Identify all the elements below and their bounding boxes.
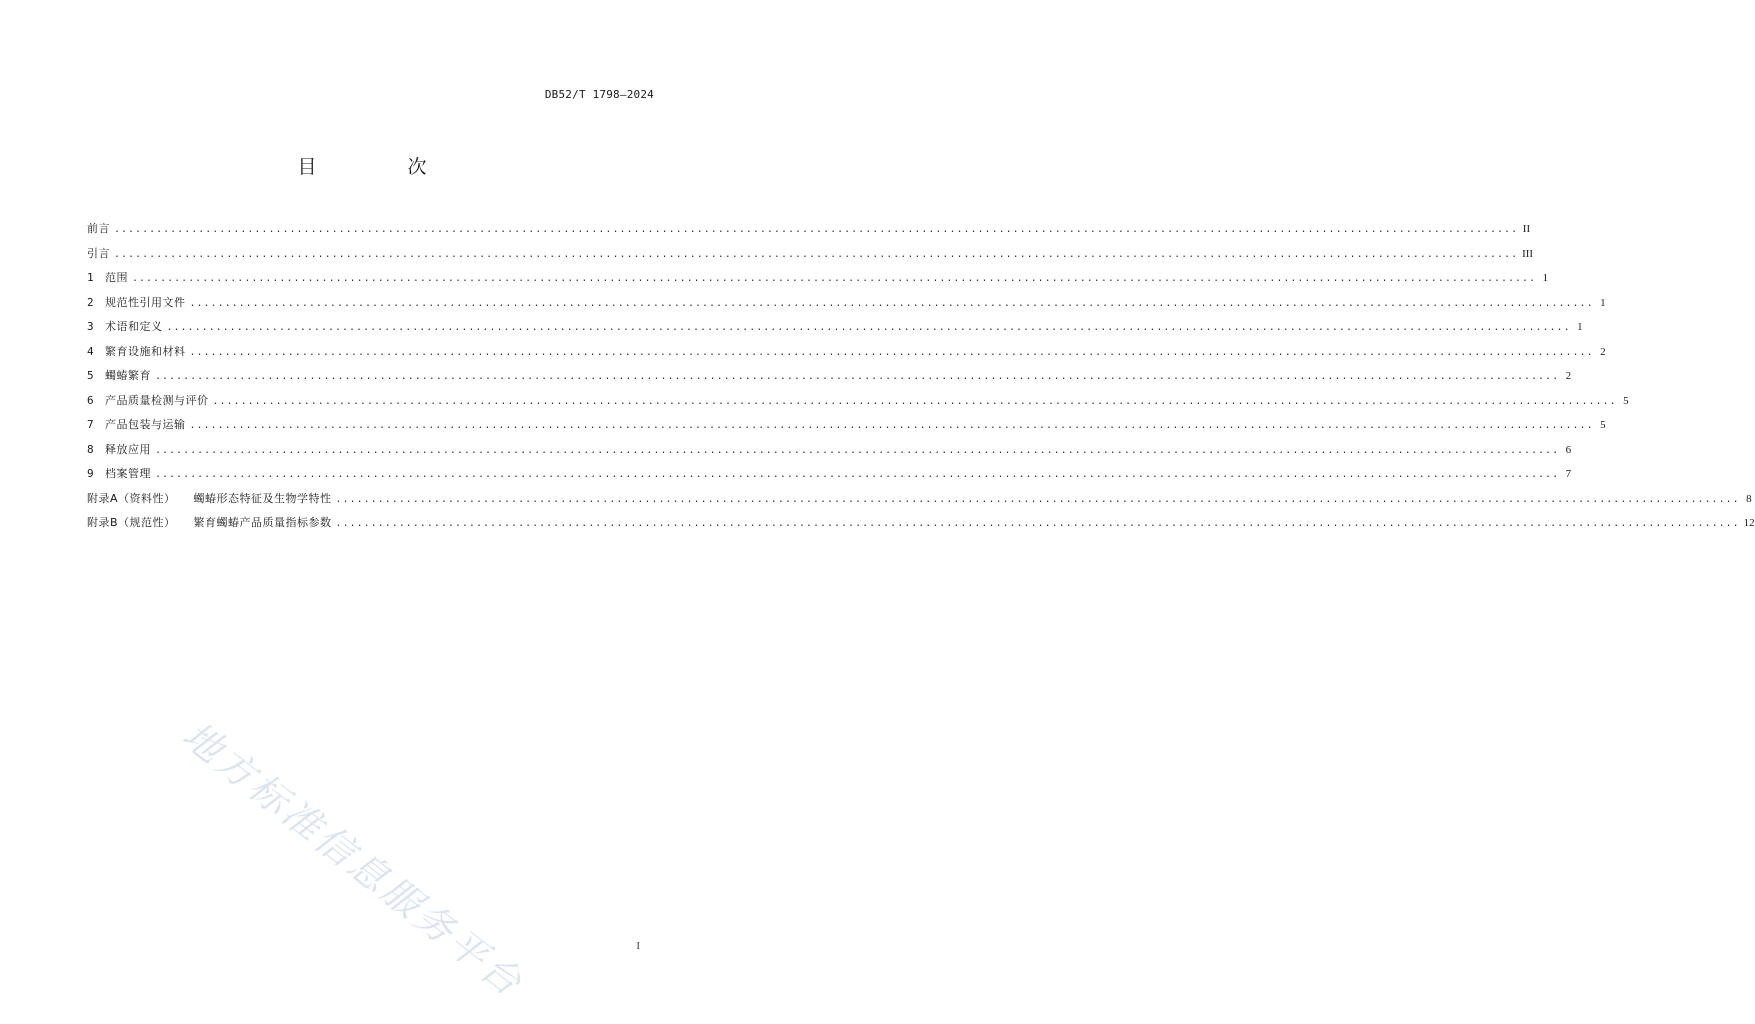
toc-entry-page: 2 xyxy=(1565,370,1572,382)
toc-entry-title-main: 规范性引用文件 xyxy=(105,295,186,309)
toc-entry-page: 2 xyxy=(1600,345,1606,358)
toc-entry[interactable] xyxy=(87,266,1549,291)
toc-entry-title-main: 附录A（资料性） xyxy=(87,491,176,505)
toc-entry-title-main: 档案管理 xyxy=(105,467,151,480)
toc-entry[interactable] xyxy=(87,364,1572,389)
toc-entry-title-main: 附录B（规范性） xyxy=(87,516,176,529)
toc-entry-page: 12 xyxy=(1743,517,1755,529)
toc-entry-title-sub: 繁育蠋蝽产品质量指标参数 xyxy=(193,516,332,529)
toc-entry-page: 1 xyxy=(1577,321,1583,333)
toc-leader-dots: ........................................................................................................................................................................................................ xyxy=(189,346,1594,358)
toc-entry[interactable] xyxy=(87,315,1583,340)
toc-entry-number: 6 xyxy=(87,393,94,407)
toc-entry-title-main: 蠋蝽繁育 xyxy=(105,369,151,382)
toc-leader-dots: ........................................................................................................................................................................................................ xyxy=(166,322,1571,333)
toc-leader-dots: ........................................................................................................................................................................................................ xyxy=(335,493,1740,505)
page-number: I xyxy=(636,940,640,952)
toc-entry-title xyxy=(105,315,163,340)
toc-leader-dots: ........................................................................................................................................................................................................ xyxy=(189,297,1594,309)
toc-entry-page: 5 xyxy=(1623,394,1629,407)
toc-entry-page: 8 xyxy=(1746,492,1752,505)
toc-entry-number: 2 xyxy=(87,295,94,309)
toc-entry-title xyxy=(105,413,186,438)
toc-leader-dots: ........................................................................................................................................................................................................ xyxy=(114,224,1519,235)
toc-entry-title-main: 释放应用 xyxy=(105,442,151,456)
toc-entry-page: III xyxy=(1522,247,1534,260)
toc-leader-dots: ........................................................................................................................................................................................................ xyxy=(132,273,1537,284)
toc-leader-dots: ........................................................................................................................................................................................................ xyxy=(155,444,1560,456)
toc-entry-title-main: 术语和定义 xyxy=(105,320,163,333)
toc-entry-number: 1 xyxy=(87,271,94,284)
toc-entry-title xyxy=(105,462,151,487)
toc-leader-dots: ........................................................................................................................................................................................................ xyxy=(189,420,1594,431)
toc-entry[interactable] xyxy=(87,389,1629,414)
toc-entry[interactable] xyxy=(87,217,1531,242)
toc-entry[interactable] xyxy=(87,242,1534,267)
toc-entry[interactable] xyxy=(87,438,1572,463)
toc-entry-number: 4 xyxy=(87,344,94,358)
toc-entry-title-main: 产品包装与运输 xyxy=(105,418,186,431)
toc-entry-page: 1 xyxy=(1542,272,1549,284)
document-code: DB52/T 1798—2024 xyxy=(544,88,654,101)
toc-entry-number: 7 xyxy=(87,418,94,431)
toc-entry-title xyxy=(105,266,128,291)
toc-entry-title xyxy=(105,291,186,316)
toc-entry-number: 3 xyxy=(87,320,94,333)
toc-entry-title xyxy=(87,511,332,536)
toc-entry-page: 1 xyxy=(1600,296,1606,309)
watermark: 地方标准信息服务平台 xyxy=(174,712,533,1007)
toc-entry-title xyxy=(105,438,151,463)
toc-leader-dots: ........................................................................................................................................................................................................ xyxy=(212,395,1617,407)
toc-entry-page: 6 xyxy=(1565,443,1572,456)
toc-entry-page: 7 xyxy=(1565,468,1572,480)
toc-entry-title xyxy=(87,487,332,512)
toc-entry-title-sub: 蠋蝽形态特征及生物学特性 xyxy=(193,491,332,505)
toc-entry-title xyxy=(87,242,110,267)
toc-entry-page: II xyxy=(1522,223,1531,235)
toc-entry-title xyxy=(87,217,110,242)
toc-entry-number: 5 xyxy=(87,369,94,382)
toc-title: 目 次 xyxy=(297,156,463,178)
toc-entry-number: 9 xyxy=(87,467,94,480)
toc-entry[interactable] xyxy=(87,462,1572,487)
toc-leader-dots: ........................................................................................................................................................................................................ xyxy=(155,371,1560,382)
toc-entry[interactable] xyxy=(87,340,1606,365)
toc-entry-title-main: 范围 xyxy=(105,271,128,284)
toc-entry-number: 8 xyxy=(87,442,94,456)
toc-entry[interactable] xyxy=(87,487,1752,512)
toc-entry-title-main: 产品质量检测与评价 xyxy=(105,393,209,407)
toc-leader-dots: ........................................................................................................................................................................................................ xyxy=(335,518,1740,529)
toc-entry[interactable] xyxy=(87,511,1755,536)
table-of-contents xyxy=(87,217,1755,536)
toc-entry[interactable] xyxy=(87,291,1606,316)
toc-entry-title xyxy=(105,364,151,389)
toc-entry-title xyxy=(105,340,186,365)
toc-entry-title xyxy=(105,389,209,414)
toc-leader-dots: ........................................................................................................................................................................................................ xyxy=(114,248,1519,260)
toc-entry-page: 5 xyxy=(1600,419,1606,431)
toc-entry-title-main: 引言 xyxy=(87,246,110,260)
toc-entry-title-main: 繁育设施和材料 xyxy=(105,344,186,358)
toc-entry-title-main: 前言 xyxy=(87,222,110,235)
toc-entry[interactable] xyxy=(87,413,1606,438)
toc-leader-dots: ........................................................................................................................................................................................................ xyxy=(155,469,1560,480)
